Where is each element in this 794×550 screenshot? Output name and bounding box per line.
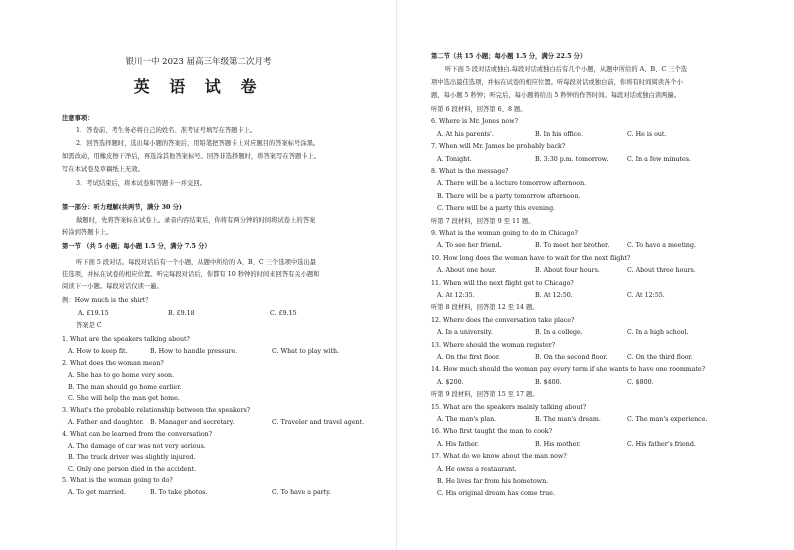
question-stem: 11. When will the next flight get to Chicago? (431, 279, 574, 287)
answer-option: B. The man should go home earlier. (68, 383, 182, 391)
answer-option: C. The man's experience. (627, 416, 708, 423)
notes-line: 1．答卷前，考生务必将自己的姓名、准考证号填写在答题卡上。 (76, 127, 257, 134)
answer-option: B. To take photos. (150, 489, 208, 496)
answer-option: A. The man's plan. (437, 416, 497, 423)
question-stem: 2. What does the woman mean? (62, 360, 164, 367)
section1-title: 第一节 （共 5 小题；每小题 1.5 分，满分 7.5 分） (62, 243, 211, 250)
part2-title: 第二节（共 15 小题；每小题 1.5 分，满分 22.5 分） (431, 53, 587, 60)
answer-option: C. He is out. (627, 130, 667, 138)
question-stem: 3. What's the probable relationship between the speakers? (62, 406, 251, 414)
answer-option: C. About three hours. (627, 267, 696, 275)
question-stem: 9. What is the woman going to do in Chicago? (431, 230, 578, 237)
question-stem: 12. Where does the conversation take place? (431, 316, 575, 324)
answer-option: A. His father. (437, 440, 480, 448)
answer-option: A. About one hour. (437, 267, 497, 275)
question-stem: 10. How long does the woman have to wait for the next flight? (431, 254, 631, 262)
answer-option: B. On the second floor. (535, 354, 608, 361)
part1-intro-line: 做题时，先将答案标在试卷上。录音内容结束后，你将有两分钟的时间将试卷上的答案 (76, 217, 316, 224)
answer-option: C. On the third floor. (627, 354, 693, 361)
example-question: 例：How much is the shirt？ (62, 297, 152, 304)
answer-option: C. In a high school. (627, 329, 689, 337)
part1-title: 第一部分：听力理解(共两节，满分 30 分) (62, 204, 182, 211)
answer-option: C. To have a meeting. (627, 242, 697, 250)
answer-option: B. There will be a party tomorrow afternoon. (437, 192, 581, 200)
answer-option: C. $800. (627, 378, 654, 386)
answer-option: B. Manager and secretary. (150, 418, 235, 426)
answer-option: A. Father and daughter. (68, 418, 144, 426)
answer-option: C. His father's friend. (627, 440, 696, 448)
answer-option: A. $200. (437, 378, 464, 386)
question-stem: 6. Where is Mr. Jones now? (431, 118, 518, 126)
answer-option: A. To get married. (68, 489, 126, 496)
answer-option: B. How to handle pressure. (150, 348, 238, 355)
answer-option: B. The man's dream. (535, 416, 601, 423)
answer-option: C. Traveler and travel agent. (272, 418, 365, 426)
part2-intro-line: 听下面 5 段对话或独白.每段对话或独白后有几个小题，从题中所给的 A、B、C 三个选 (445, 66, 688, 73)
notes-line: 2．回答选择题时，选出每小题的答案后，用铅笔把答题卡上对应题目的答案标号涂黑。 (76, 140, 320, 147)
answer-option: A. At his parents'. (437, 130, 494, 138)
school-title: 银川一中 2023 届高三年级第二次月考 (125, 57, 272, 67)
answer-option: A. He owns a restaurant. (437, 465, 517, 473)
answer-option: B. In a college. (535, 329, 583, 337)
example-option-a: A. £19.15 (78, 310, 109, 317)
answer-option: B. The truck driver was slightly injured. (68, 454, 196, 461)
material-heading: 听第 7 段材料，回答第 9 至 11 题。 (431, 217, 535, 225)
question-stem: 13. Where should the woman register? (431, 341, 556, 349)
answer-option: A. She has to go home very soon. (68, 372, 175, 379)
answer-option: C. She will help the man get home. (68, 395, 180, 402)
example-answer: 答案是 C (76, 322, 102, 329)
answer-option: A. How to keep fit. (68, 348, 128, 355)
example-option-b: B. £9.18 (168, 310, 195, 317)
subject-title: 英 语 试 卷 (133, 77, 264, 96)
question-stem: 14. How much should the woman pay every term if she wants to have one roommate? (431, 366, 706, 374)
question-stem: 4. What can be learned from the conversation? (62, 430, 213, 438)
answer-option: C. His original dream has come true. (437, 490, 555, 498)
section1-intro-line: 佳选项，并标在试卷的相应位置。听完每段对话后，你都有 10 秒钟的时间来回答有关小题和 (62, 271, 320, 278)
section1-intro-line: 阅读下一小题。每段对话仅读一遍。 (62, 283, 163, 290)
question-stem: 7. When will Mr. James be probably back? (431, 143, 566, 151)
question-stem: 15. What are the speakers mainly talking about? (431, 403, 587, 411)
notes-title: 注意事项： (62, 115, 94, 122)
answer-option: A. There will be a lecture tomorrow afternoon. (437, 180, 587, 188)
notes-line: 如需改动，用橡皮擦干净后，再选涂其他答案标号。回答非选择题时，将答案写在答题卡上。 (62, 153, 321, 160)
answer-option: B. He lives far from his hometown. (437, 478, 549, 485)
answer-option: A. Tonight. (437, 155, 472, 163)
question-stem: 1. What are the speakers talking about? (62, 336, 190, 343)
right-page (397, 0, 794, 550)
answer-option: A. To see her friend. (437, 242, 502, 250)
answer-option: B. 3:30 p.m. tomorrow. (535, 155, 609, 163)
material-heading: 听第 8 段材料，回答第 12 至 14 题。 (431, 304, 539, 312)
answer-option: C. What to play with. (272, 348, 340, 355)
answer-option: B. At 12:50. (535, 292, 573, 299)
section1-intro-line: 听下面 5 段对话。每段对话后有一个小题，从题中所给的 A、B、C 三个选项中选出最 (76, 259, 317, 266)
answer-option: B. To meet her brother. (535, 242, 610, 250)
question-stem: 16. Who first taught the man to cook? (431, 428, 552, 436)
question-stem: 17. What do we know about the man now? (431, 453, 567, 461)
question-stem: 5. What is the woman going to do? (62, 477, 173, 484)
part2-intro-line: 题，每小题 5 秒钟；听完后，每小题将给出 5 秒钟的作答时间。每段对话或独白读两遍。 (431, 92, 681, 99)
answer-option: C. In a few minutes. (627, 155, 691, 163)
answer-option: C. Only one person died in the accident. (68, 465, 197, 473)
notes-line: 3．考试结束后，将本试卷和答题卡一并交回。 (76, 180, 206, 187)
answer-option: B. In his office. (535, 130, 584, 138)
question-stem: 8. What is the message? (431, 168, 509, 175)
notes-line: 写在本试卷及草稿纸上无效。 (62, 166, 144, 173)
answer-option: A. On the first floor. (437, 354, 501, 361)
answer-option: B. His mother. (535, 440, 581, 448)
answer-option: C. There will be a party this evening. (437, 205, 556, 213)
example-option-c: C. £9.15 (270, 310, 297, 317)
answer-option: A. In a university. (437, 329, 493, 337)
answer-option: A. At 12:35. (437, 292, 475, 299)
answer-option: A. The damage of car was not very serious. (68, 442, 206, 450)
part2-intro-line: 项中选出最佳选项，并标在试卷的相应位置。听每段对话或独白前，你将有时间阅读各个小 (431, 79, 683, 86)
material-heading: 听第 6 段材料，回答第 6、8 题。 (431, 106, 527, 113)
part1-intro-line: 转涂到答题卡上。 (62, 229, 113, 236)
answer-option: B. About four hours. (535, 267, 600, 275)
answer-option: B. $400. (535, 378, 562, 386)
answer-option: C. To have a party. (272, 489, 331, 496)
material-heading: 听第 9 段材料，回答第 15 至 17 题。 (431, 391, 539, 399)
answer-option: C. At 12:55. (627, 292, 665, 299)
